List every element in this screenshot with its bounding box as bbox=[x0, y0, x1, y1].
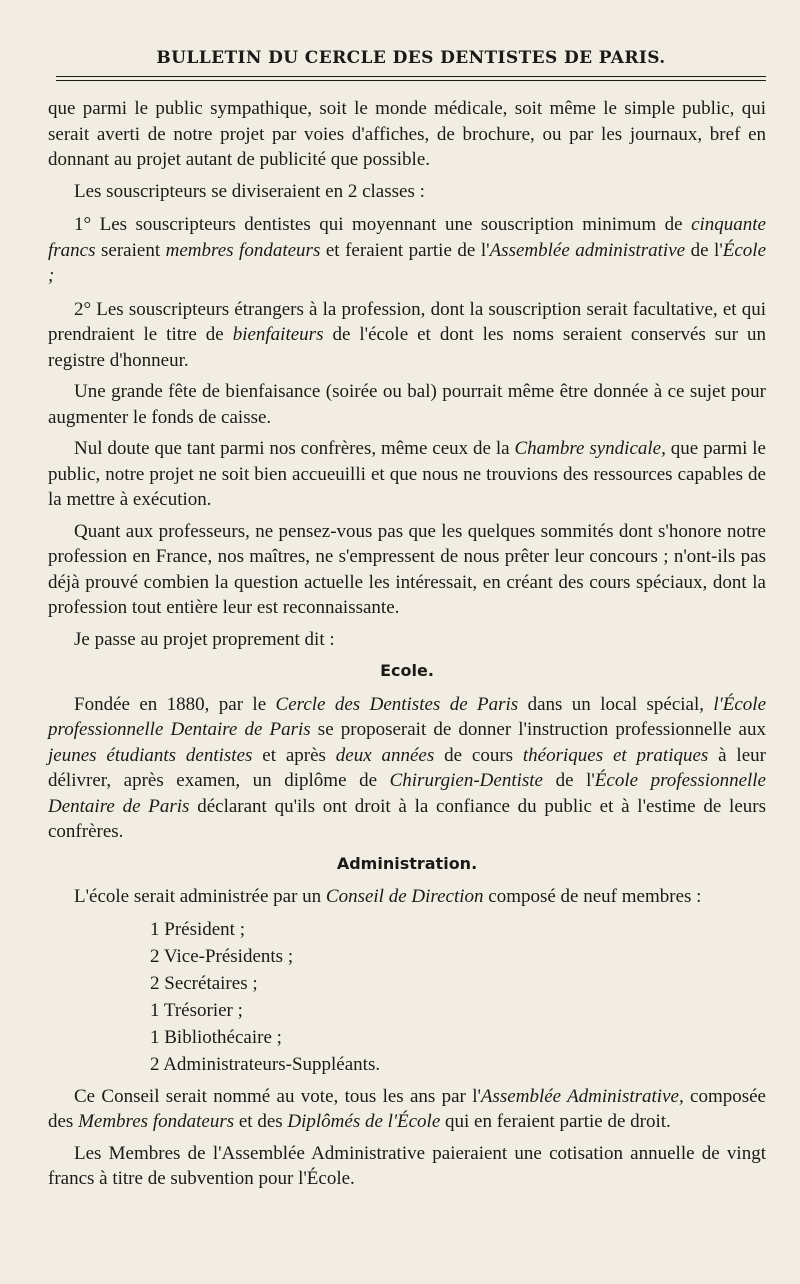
emphasis: École professionnelle Dentaire de Paris bbox=[48, 770, 766, 817]
emphasis: Cercle des Dentistes de Paris bbox=[275, 693, 519, 715]
paragraph-fete: Une grande fête de bienfaisance (soirée ou bal) pourrait même être donnée à ce sujet pour augmenter le fonds de caisse. bbox=[48, 381, 766, 428]
text-run: que parmi le public, notre projet ne soit bien accueuilli et que nous ne trouvions des ressources capables de la mettre à exécution. bbox=[48, 438, 766, 510]
text-run: Fondée en 1880, par le bbox=[74, 693, 276, 715]
header-rule bbox=[56, 76, 766, 77]
text-run: composée des bbox=[48, 1085, 766, 1132]
text-run: de cours bbox=[434, 744, 523, 766]
paragraph-professeurs: Quant aux professeurs, ne pensez-vous pas que les quelques sommités dont s'honore notre profession en France, nos maîtres, ne s'empressent de nous prêter leur concours ; n'ont-ils pas déjà prouvé combien la question actuelle les intéressait, en créant des cours spéciaux, dont la profession tout entière leur est reconnaissante. bbox=[48, 520, 766, 618]
header-rule-thin bbox=[56, 80, 766, 81]
emphasis: jeunes étudiants dentistes bbox=[48, 744, 253, 766]
text-run: à leur délivrer, après examen, un diplôme de bbox=[48, 744, 766, 791]
paragraph-continuation: que parmi le public sympathique, soit le monde médicale, soit même le simple public, qui serait averti de notre projet par voies d'affiches, de brochure, ou par les journaux, bref en donnant au projet autant de publicité que possible. bbox=[48, 98, 766, 170]
text-run: Nul doute que tant parmi nos confrères, même ceux de la bbox=[74, 438, 515, 459]
paragraph-class-1 bbox=[48, 212, 766, 289]
emphasis: Chirurgien-Dentiste bbox=[389, 770, 543, 791]
emphasis: deux années bbox=[335, 744, 435, 766]
text-run: seraient bbox=[95, 239, 166, 261]
list-item: 1 Trésorier ; bbox=[150, 999, 243, 1021]
section-heading-administration: Administration. bbox=[336, 853, 478, 873]
text-run: et après bbox=[252, 744, 336, 766]
text-run: se proposerait de donner l'instruction professionnelle aux bbox=[310, 719, 766, 740]
paragraph-cotisation: Les Membres de l'Assemblée Administrative paieraient une cotisation annuelle de vingt francs à titre de subvention pour l'École. bbox=[48, 1142, 766, 1189]
text-run: 1° Les souscripteurs dentistes qui moyennant une souscription minimum de bbox=[74, 214, 692, 235]
text-run: Ce Conseil serait nommé au vote, tous les ans par l' bbox=[74, 1085, 481, 1107]
text-run: 2° Les souscripteurs étrangers à la profession, dont la souscription serait facultative, et qui prendraient le titre de bbox=[48, 298, 766, 345]
emphasis: cinquante francs bbox=[48, 214, 766, 261]
body-text bbox=[48, 96, 766, 1198]
emphasis: Chambre syndicale, bbox=[514, 438, 666, 459]
emphasis: membres fondateurs bbox=[165, 239, 321, 261]
text-run: et des bbox=[234, 1111, 288, 1132]
emphasis: Membres fondateurs bbox=[78, 1111, 235, 1132]
list-item: 2 Secrétaires ; bbox=[150, 972, 258, 994]
list-item: 1 Président ; bbox=[150, 918, 245, 940]
emphasis: Assemblée Administrative, bbox=[480, 1085, 684, 1107]
emphasis: Assemblée administrative bbox=[489, 239, 686, 261]
paragraph-administration-intro bbox=[48, 884, 766, 910]
text-run: de l' bbox=[543, 770, 595, 791]
emphasis: l'École professionnelle Dentaire de Paris bbox=[48, 693, 766, 740]
text-run: composé de neuf membres : bbox=[483, 886, 702, 907]
paragraph-projet: Je passe au projet proprement dit : bbox=[74, 628, 335, 650]
emphasis: Conseil de Direction bbox=[325, 886, 484, 907]
paragraph-conseil-vote bbox=[48, 1084, 766, 1135]
emphasis: bienfaiteurs bbox=[232, 324, 324, 345]
section-heading-ecole: Ecole. bbox=[380, 661, 434, 680]
emphasis: Diplômés de l'École bbox=[287, 1111, 441, 1132]
list-item: 1 Bibliothécaire ; bbox=[150, 1026, 282, 1048]
council-members-list bbox=[48, 916, 766, 1078]
list-item: 2 Administrateurs-Suppléants. bbox=[150, 1053, 381, 1075]
text-run: dans un local spécial, bbox=[518, 693, 714, 715]
text-run: de l'école et dont les noms seraient conservés sur un registre d'honneur. bbox=[48, 324, 766, 371]
list-item: 2 Vice-Présidents ; bbox=[150, 945, 294, 967]
paragraph-class-2 bbox=[48, 297, 766, 374]
emphasis: théoriques et pratiques bbox=[522, 744, 709, 766]
text-run: qui en feraient partie de droit. bbox=[440, 1111, 671, 1132]
paragraph-ecole bbox=[48, 692, 766, 845]
paragraph-nul-doute bbox=[48, 436, 766, 513]
text-run: L'école serait administrée par un bbox=[74, 886, 326, 907]
text-run: de l' bbox=[685, 239, 723, 261]
emphasis: École ; bbox=[48, 239, 767, 286]
paragraph-subscribers-classes: Les souscripteurs se diviseraient en 2 classes : bbox=[74, 180, 425, 202]
running-header: BULLETIN DU CERCLE DES DENTISTES DE PARIS. bbox=[156, 48, 666, 68]
text-run: déclarant qu'ils ont droit à la confiance du public et à l'estime de leurs confrères. bbox=[48, 795, 766, 842]
text-run: et feraient partie de l' bbox=[320, 239, 490, 261]
